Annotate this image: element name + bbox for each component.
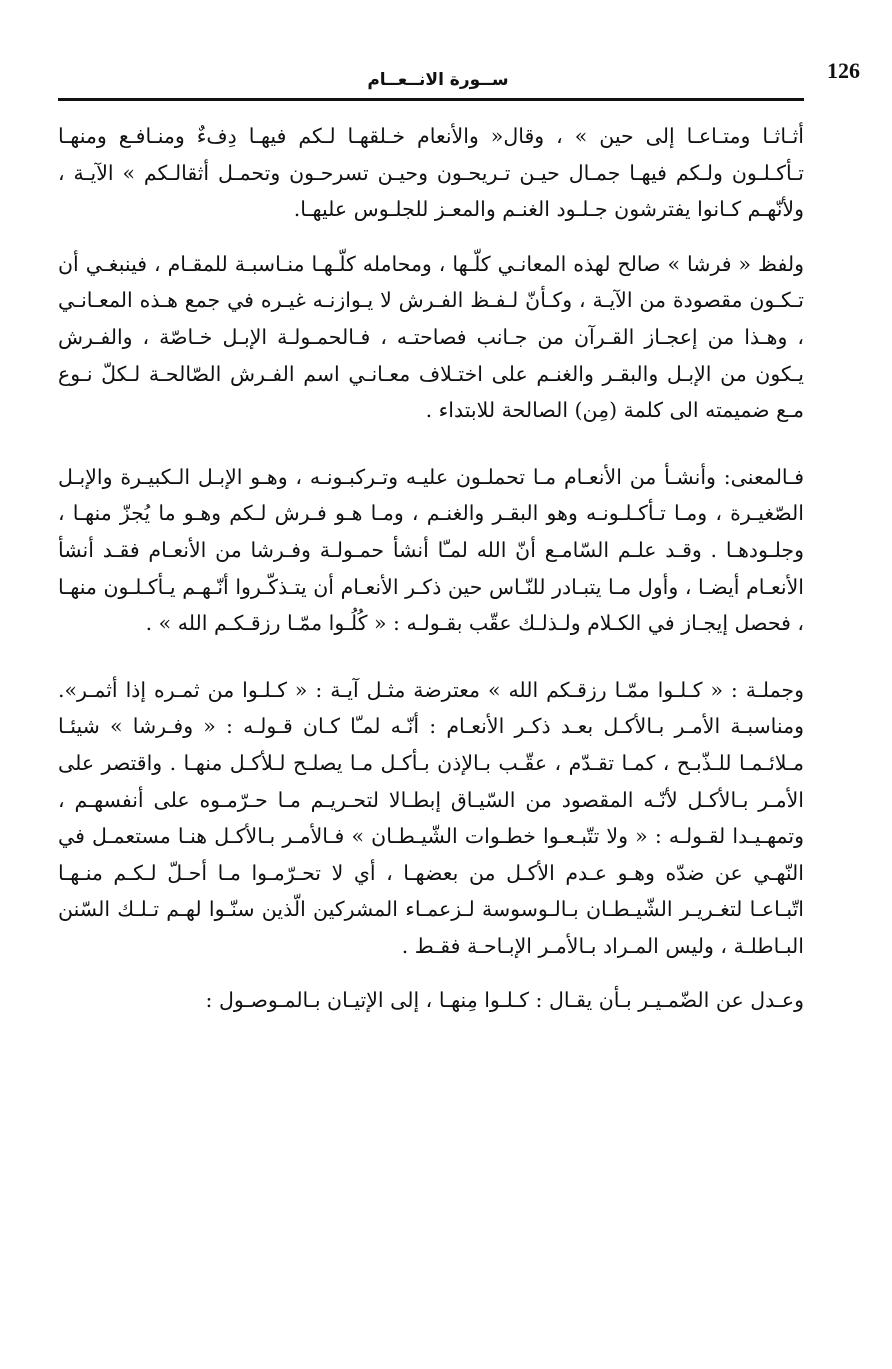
page-number: 126 — [827, 58, 860, 83]
paragraph-5: وعـدل عن الضّمـيـر بـأن يقـال : كـلـوا مِنهـا ، إلى الإتيـان بـالمـوصـول : — [205, 988, 804, 1013]
paragraph-4: وجملـة : « كـلـوا ممّـا رزقـكم الله » معترضة مثـل آيـة : « كـلـوا من ثمـره إذا أثمـر». ومناسبـة الأمـر بـالأكـل بعـد ذكـر الأنعـام : أنّـه لمـّا كـان قـولـه : « وفـرشا » شيئـا مـلائـمـا للـذّبـح ، كمـا تقـدّم ، عقّـب بـالإذن بـأكـل مـا يصلـح لـلأكـل منهـا . واقتصر على الأمـر بـالأكـل لأنّـه المقصود من السّيـاق إبطـالا لتحـريـم مـا حـرّمـوه على أنفسهـم ، وتمهـيـدا لقـولـه : « ولا تتّبـعـوا خطـوات الشّيـطـان » فـالأمـر بـالأكـل هنـا مستعمـل في النّهـي عن ضدّه وهـو عـدم الأكـل من بعضهـا ، أي لا تحـرّمـوا مـا أحـلّ لـكـم منـهـا اتّبـاعـا لتغـريـر الشّيـطـان بـالـوسوسة لـزعمـاء المشركين الّذين سنّـوا لهـم تـلـك السّنن البـاطلـة ، وليس المـراد بـالأمـر الإبـاحـة فقـط . — [58, 677, 804, 958]
paragraph-2: ولفظ « فرشا » صالح لهذه المعانـي كلّـها ، ومحامله كلّـهـا منـاسبـة للمقـام ، فينبغـي أن تـكـون مقصودة من الآيـة ، وكـأنّ لـفـظ الفـرش لا يـوازنـه غيـره في جمع هـذه المعـانـي ، وهـذا من إعجـاز القـرآن من جـانب فصاحتـه ، فـالحمـولـة الإبـل خـاصّة ، والفـرش يـكون من الإبـل والبقـر والغنـم على اختـلاف معـانـي اسم الفـرش الصّالحـة لـكلّ نـوع مـع ضميمته الى كلمة (مِن) الصالحة للابتداء . — [58, 251, 804, 423]
header-rule — [58, 98, 804, 101]
page-header — [58, 58, 860, 98]
paragraph-3: فـالمعنى: وأنشـأ من الأنعـام مـا تحملـون عليـه وتـركبـونـه ، وهـو الإبـل الـكبيـرة والإبـل الصّغيـرة ، ومـا تـأكـلـونـه وهو البقـر والغنـم ، ومـا هـو فـرش لـكم وهـو ما يُجزّ منهـا ، وجلـودهـا . وقـد علـم السّامـع أنّ الله لمـّا أنشأ حمـولـة وفـرشا من الأنعـام فقـد أنشأ الأنعـام أيضـا ، وأول مـا يتبـادر للنّـاس حين ذكـر الأنعـام أن يتـذكّـروا أنّـهـم يـأكـلـون منهـا ، فحصل إيجـاز في الكـلام ولـذلـك عقّب بقـولـه : « كُلُـوا ممّـا رزقـكـم الله » . — [58, 464, 804, 636]
page-body — [58, 118, 804, 1019]
running-title: ســورة الانــعــام — [367, 70, 509, 90]
paragraph-1: أثـاثـا ومتـاعـا إلى حين » ، وقال« والأنعام خـلقهـا لـكم فيهـا دِفءٌ ومنـافـع ومنهـا تـأكـلـون ولـكم فيهـا جمـال حيـن تـريحـون وحيـن تسرحـون وتحمـل أثقالـكم » الآيـة ، ولأنّهـم كـانوا يفترشون جـلـود الغنـم والمعـز للجلـوس عليهـا. — [58, 124, 804, 222]
